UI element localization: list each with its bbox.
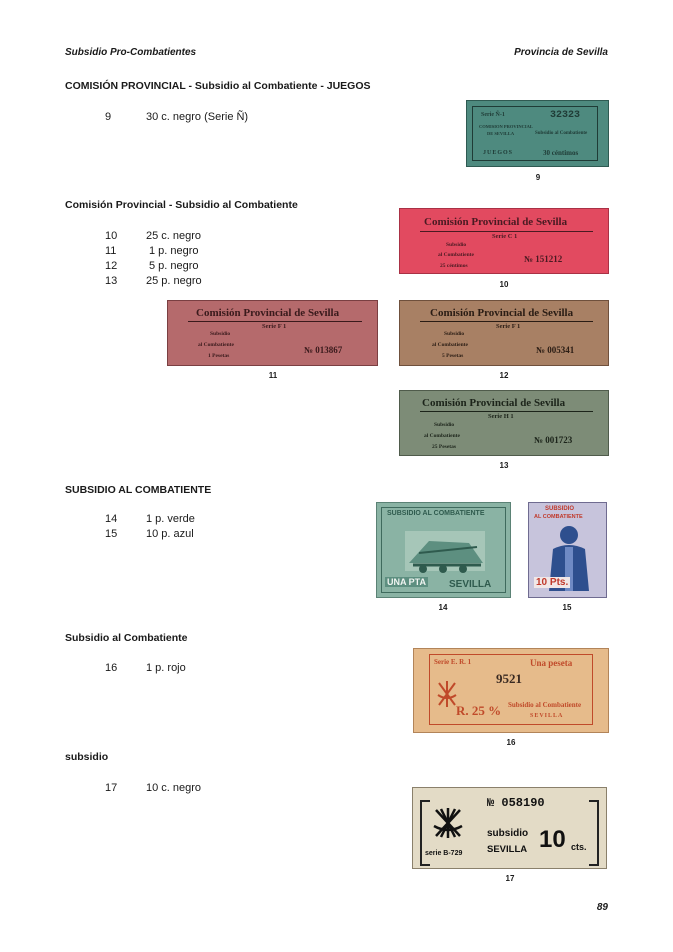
item-number: 17 [105, 782, 118, 794]
item-description: 1 p. negro [149, 245, 199, 257]
section-title-subsidio: subsidio [65, 751, 109, 763]
stamp-caption: 13 [499, 461, 509, 470]
item-description: 5 p. negro [149, 260, 199, 272]
item-description: 1 p. rojo [146, 662, 186, 674]
tank-illustration-icon [399, 523, 491, 579]
stamp-caption: 17 [505, 874, 515, 883]
running-header-left: Subsidio Pro-Combatientes [65, 47, 197, 58]
section-title-subsidio-al-combatiente: Subsidio al Combatiente [65, 632, 188, 644]
stamp-15: SUBSIDIO AL COMBATIENTE 10 Pts. [528, 502, 607, 598]
stamp-caption: 16 [506, 738, 516, 747]
running-header-right: Provincia de Sevilla [514, 47, 608, 58]
stamp-caption: 15 [562, 603, 572, 612]
section-title-juegos: COMISIÓN PROVINCIAL - Subsidio al Combatiente - JUEGOS [65, 80, 371, 92]
item-description: 25 p. negro [146, 275, 202, 287]
stamp-10: Comisión Provincial de Sevilla Serie C 1 Subsidio al Combatiente 25 céntimos № 151212 [399, 208, 609, 274]
stamp-9: Serie Ñ-1 32323 COMISION PROVINCIAL DE SEVILLA Subsidio al Combatiente JUEGOS 30 céntimos [466, 100, 609, 167]
page-number: 89 [596, 902, 608, 913]
yoke-and-arrows-icon [431, 806, 465, 842]
stamp-11: Comisión Provincial de Sevilla Serie F 1 Subsidio al Combatiente 1 Pesetas № 013867 [167, 300, 378, 366]
item-description: 30 c. negro (Serie Ñ) [146, 111, 249, 123]
stamp-17: № 058190 subsidio SEVILLA serie B-729 10 cts. [412, 787, 607, 869]
section-title-comision: Comisión Provincial - Subsidio al Combatiente [65, 199, 298, 211]
item-description: 10 c. negro [146, 782, 202, 794]
stamp-16: Serie E. R. 1 Una peseta 9521 R. 25 % Subsidio al Combatiente SEVILLA [413, 648, 609, 733]
item-number: 16 [105, 662, 118, 674]
stamp-caption: 10 [499, 280, 509, 289]
stamp-caption: 14 [438, 603, 448, 612]
item-number: 10 [105, 230, 118, 242]
item-number: 14 [105, 513, 118, 525]
item-number: 9 [105, 111, 112, 123]
item-number: 13 [105, 275, 118, 287]
stamp-caption: 9 [535, 173, 541, 182]
item-description: 25 c. negro [146, 230, 202, 242]
item-description: 10 p. azul [146, 528, 194, 540]
stamp-caption: 12 [499, 371, 509, 380]
item-number: 12 [105, 260, 118, 272]
stamp-12: Comisión Provincial de Sevilla Serie F 1 Subsidio al Combatiente 5 Pesetas № 005341 [399, 300, 609, 366]
stamp-caption: 11 [268, 371, 278, 380]
item-description: 1 p. verde [146, 513, 195, 525]
item-number: 15 [105, 528, 118, 540]
section-title-subsidio-combatiente: SUBSIDIO AL COMBATIENTE [65, 484, 212, 496]
stamp-14: SUBSIDIO AL COMBATIENTE UNA PTA SEVILLA [376, 502, 511, 598]
item-number: 11 [105, 245, 117, 257]
stamp-13: Comisión Provincial de Sevilla Serie H 1 Subsidio al Combatiente 25 Pesetas № 001723 [399, 390, 609, 456]
